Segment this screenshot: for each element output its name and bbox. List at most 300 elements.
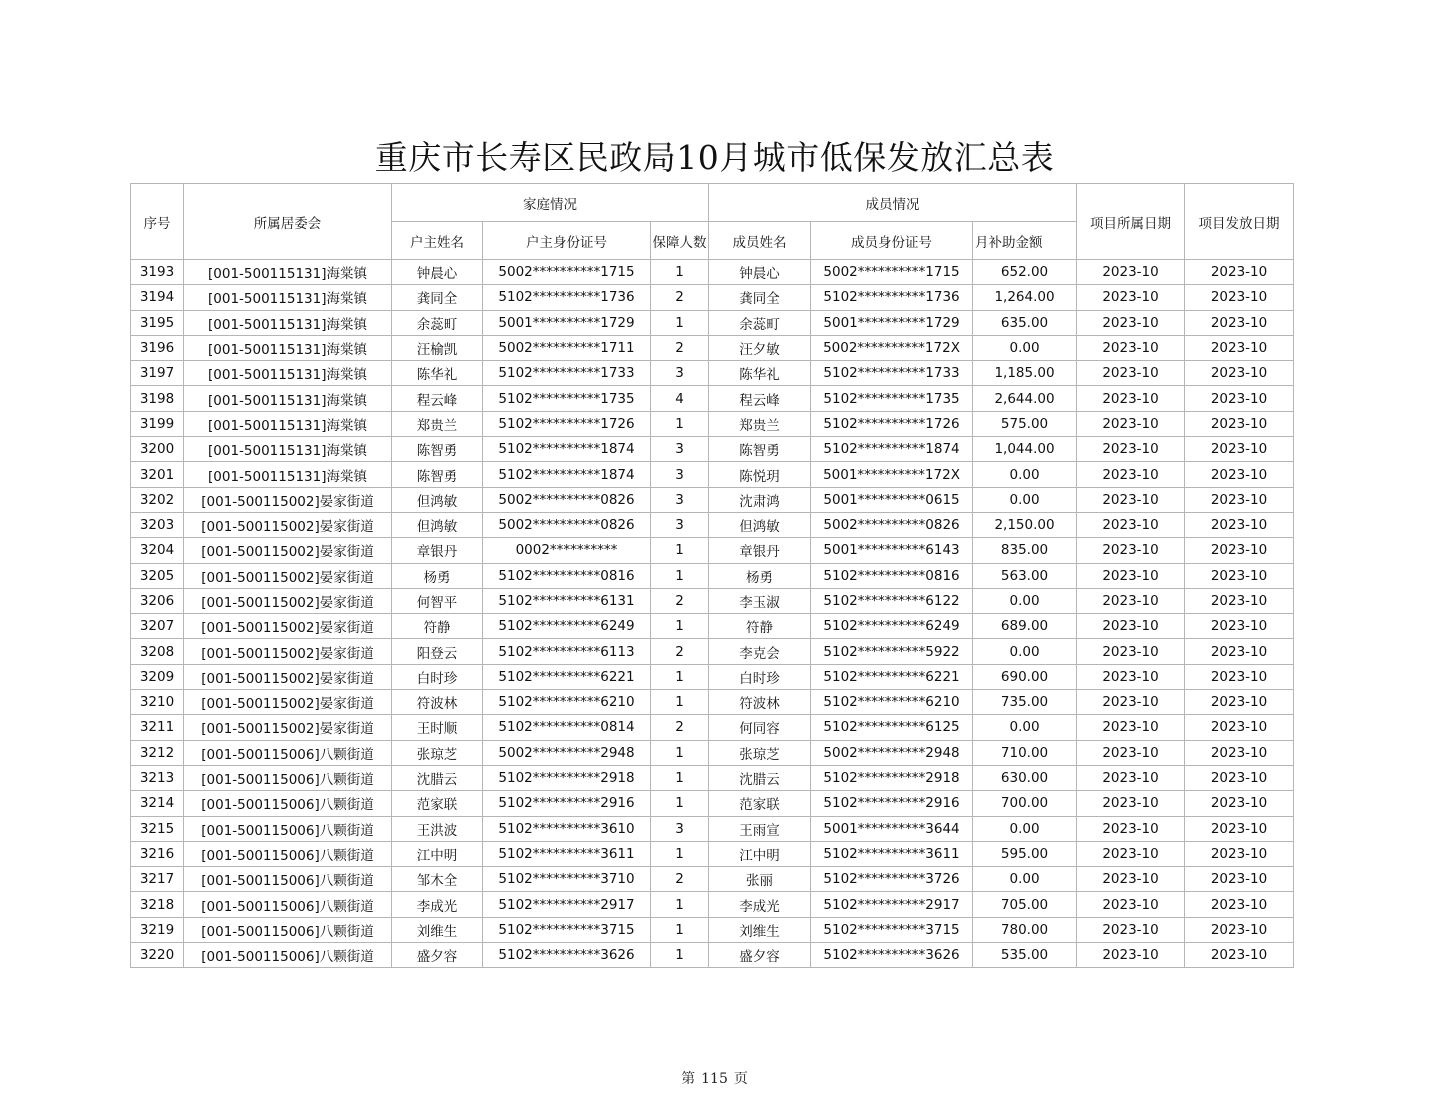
cell-count: 1 [651,260,709,285]
cell-head-id: 5102**********2916 [483,791,651,816]
cell-belong-date: 2023-10 [1077,588,1185,613]
cell-committee: [001-500115131]海棠镇 [184,310,392,335]
cell-committee: [001-500115006]八颗街道 [184,943,392,968]
cell-head-name: 余蕊町 [392,310,483,335]
page-suffix: 页 [733,1071,748,1087]
cell-head-id: 5102**********1736 [483,285,651,310]
cell-belong-date: 2023-10 [1077,538,1185,563]
cell-belong-date: 2023-10 [1077,715,1185,740]
cell-count: 4 [651,386,709,411]
cell-amount: 563.00 [973,563,1077,588]
cell-head-id: 5002**********0826 [483,512,651,537]
cell-belong-date: 2023-10 [1077,943,1185,968]
cell-committee: [001-500115006]八颗街道 [184,841,392,866]
cell-amount: 780.00 [973,917,1077,942]
cell-head-name: 王洪波 [392,816,483,841]
cell-head-name: 王时顺 [392,715,483,740]
cell-seq: 3215 [131,816,184,841]
cell-seq: 3209 [131,664,184,689]
cell-member-id: 5102**********1735 [811,386,973,411]
table-row [131,462,1294,487]
cell-seq: 3198 [131,386,184,411]
cell-member-name: 程云峰 [709,386,811,411]
table-body [131,260,1294,968]
cell-issue-date: 2023-10 [1185,437,1294,462]
cell-amount: 735.00 [973,690,1077,715]
cell-amount: 0.00 [973,487,1077,512]
cell-count: 1 [651,614,709,639]
header-member-name: 成员姓名 [709,222,811,260]
header-head-id: 户主身份证号 [483,222,651,260]
cell-belong-date: 2023-10 [1077,310,1185,335]
cell-belong-date: 2023-10 [1077,563,1185,588]
table-row [131,563,1294,588]
cell-seq: 3210 [131,690,184,715]
cell-amount: 0.00 [973,639,1077,664]
cell-count: 2 [651,639,709,664]
cell-seq: 3219 [131,917,184,942]
cell-committee: [001-500115131]海棠镇 [184,411,392,436]
cell-head-name: 郑贵兰 [392,411,483,436]
cell-issue-date: 2023-10 [1185,538,1294,563]
cell-amount: 2,150.00 [973,512,1077,537]
cell-head-id: 5102**********3710 [483,867,651,892]
header-count: 保障人数 [651,222,709,260]
cell-issue-date: 2023-10 [1185,740,1294,765]
cell-committee: [001-500115002]晏家街道 [184,614,392,639]
cell-member-id: 5002**********172X [811,335,973,360]
cell-head-id: 5102**********6131 [483,588,651,613]
cell-issue-date: 2023-10 [1185,411,1294,436]
cell-issue-date: 2023-10 [1185,487,1294,512]
cell-count: 2 [651,588,709,613]
cell-issue-date: 2023-10 [1185,917,1294,942]
cell-head-id: 5002**********0826 [483,487,651,512]
cell-head-id: 5102**********3626 [483,943,651,968]
table-row [131,791,1294,816]
cell-seq: 3193 [131,260,184,285]
cell-member-name: 郑贵兰 [709,411,811,436]
cell-count: 1 [651,411,709,436]
cell-seq: 3195 [131,310,184,335]
cell-count: 2 [651,867,709,892]
cell-belong-date: 2023-10 [1077,361,1185,386]
cell-head-name: 陈智勇 [392,437,483,462]
table-row [131,664,1294,689]
table-row [131,715,1294,740]
cell-amount: 689.00 [973,614,1077,639]
cell-head-id: 5102**********3611 [483,841,651,866]
cell-count: 3 [651,361,709,386]
table-row [131,943,1294,968]
cell-belong-date: 2023-10 [1077,917,1185,942]
cell-seq: 3211 [131,715,184,740]
cell-belong-date: 2023-10 [1077,512,1185,537]
cell-member-name: 但鸿敏 [709,512,811,537]
cell-head-name: 章银丹 [392,538,483,563]
cell-member-name: 江中明 [709,841,811,866]
cell-issue-date: 2023-10 [1185,867,1294,892]
header-belong-date: 项目所属日期 [1077,184,1185,260]
table-row [131,639,1294,664]
cell-committee: [001-500115006]八颗街道 [184,917,392,942]
cell-committee: [001-500115131]海棠镇 [184,386,392,411]
cell-issue-date: 2023-10 [1185,715,1294,740]
cell-head-name: 符波林 [392,690,483,715]
cell-issue-date: 2023-10 [1185,892,1294,917]
cell-head-name: 李成光 [392,892,483,917]
cell-belong-date: 2023-10 [1077,867,1185,892]
cell-head-name: 杨勇 [392,563,483,588]
cell-member-id: 5001**********0615 [811,487,973,512]
cell-seq: 3213 [131,765,184,790]
cell-amount: 535.00 [973,943,1077,968]
cell-member-id: 5102**********1874 [811,437,973,462]
cell-member-id: 5001**********1729 [811,310,973,335]
cell-committee: [001-500115006]八颗街道 [184,765,392,790]
cell-issue-date: 2023-10 [1185,563,1294,588]
cell-count: 3 [651,437,709,462]
cell-member-id: 5102**********1726 [811,411,973,436]
cell-head-id: 5102**********6249 [483,614,651,639]
cell-member-id: 5102**********2916 [811,791,973,816]
table-row [131,816,1294,841]
cell-issue-date: 2023-10 [1185,260,1294,285]
table-row [131,512,1294,537]
cell-seq: 3204 [131,538,184,563]
cell-seq: 3206 [131,588,184,613]
cell-member-id: 5102**********2917 [811,892,973,917]
cell-issue-date: 2023-10 [1185,816,1294,841]
cell-member-id: 5102**********3626 [811,943,973,968]
cell-head-name: 江中明 [392,841,483,866]
cell-head-name: 沈腊云 [392,765,483,790]
cell-committee: [001-500115131]海棠镇 [184,335,392,360]
cell-member-id: 5001**********3644 [811,816,973,841]
cell-head-id: 5002**********1715 [483,260,651,285]
cell-committee: [001-500115131]海棠镇 [184,462,392,487]
cell-count: 1 [651,841,709,866]
table-row [131,411,1294,436]
cell-seq: 3196 [131,335,184,360]
cell-member-name: 陈华礼 [709,361,811,386]
cell-count: 1 [651,563,709,588]
cell-member-name: 李玉淑 [709,588,811,613]
cell-seq: 3212 [131,740,184,765]
cell-head-id: 5102**********1733 [483,361,651,386]
cell-head-name: 阳登云 [392,639,483,664]
cell-belong-date: 2023-10 [1077,411,1185,436]
table-row [131,285,1294,310]
cell-committee: [001-500115131]海棠镇 [184,361,392,386]
cell-member-name: 章银丹 [709,538,811,563]
cell-head-name: 汪榆凯 [392,335,483,360]
cell-head-name: 龚同全 [392,285,483,310]
cell-amount: 0.00 [973,335,1077,360]
cell-member-name: 陈智勇 [709,437,811,462]
cell-belong-date: 2023-10 [1077,791,1185,816]
cell-committee: [001-500115131]海棠镇 [184,437,392,462]
cell-member-name: 刘维生 [709,917,811,942]
cell-member-id: 5102**********1736 [811,285,973,310]
table-row [131,841,1294,866]
cell-head-name: 钟晨心 [392,260,483,285]
cell-seq: 3216 [131,841,184,866]
cell-amount: 630.00 [973,765,1077,790]
cell-member-name: 杨勇 [709,563,811,588]
cell-amount: 1,185.00 [973,361,1077,386]
cell-count: 3 [651,487,709,512]
cell-amount: 1,044.00 [973,437,1077,462]
cell-head-id: 5102**********0814 [483,715,651,740]
header-member-id: 成员身份证号 [811,222,973,260]
cell-amount: 705.00 [973,892,1077,917]
cell-belong-date: 2023-10 [1077,487,1185,512]
table-row [131,437,1294,462]
cell-committee: [001-500115002]晏家街道 [184,512,392,537]
cell-committee: [001-500115006]八颗街道 [184,791,392,816]
header-member-group: 成员情况 [709,184,1077,222]
table-row [131,917,1294,942]
cell-seq: 3220 [131,943,184,968]
table-row [131,765,1294,790]
cell-head-name: 但鸿敏 [392,512,483,537]
cell-head-id: 0002********** [483,538,651,563]
cell-count: 1 [651,740,709,765]
cell-belong-date: 2023-10 [1077,437,1185,462]
table-row [131,386,1294,411]
cell-belong-date: 2023-10 [1077,664,1185,689]
cell-committee: [001-500115006]八颗街道 [184,892,392,917]
cell-member-id: 5102**********6221 [811,664,973,689]
cell-seq: 3200 [131,437,184,462]
cell-head-name: 邹木全 [392,867,483,892]
table-row [131,740,1294,765]
cell-seq: 3218 [131,892,184,917]
cell-member-name: 盛夕容 [709,943,811,968]
table-row [131,310,1294,335]
cell-seq: 3197 [131,361,184,386]
cell-member-id: 5102**********6125 [811,715,973,740]
cell-issue-date: 2023-10 [1185,310,1294,335]
cell-head-name: 何智平 [392,588,483,613]
cell-count: 3 [651,512,709,537]
cell-head-name: 但鸿敏 [392,487,483,512]
cell-committee: [001-500115002]晏家街道 [184,715,392,740]
cell-count: 1 [651,765,709,790]
page-prefix: 第 [681,1071,696,1087]
cell-count: 1 [651,917,709,942]
cell-head-id: 5102**********1874 [483,462,651,487]
cell-issue-date: 2023-10 [1185,588,1294,613]
table-row [131,260,1294,285]
cell-member-name: 李成光 [709,892,811,917]
cell-committee: [001-500115002]晏家街道 [184,639,392,664]
cell-member-id: 5102**********1733 [811,361,973,386]
cell-issue-date: 2023-10 [1185,664,1294,689]
cell-member-id: 5102**********6122 [811,588,973,613]
cell-member-id: 5002**********1715 [811,260,973,285]
cell-committee: [001-500115002]晏家街道 [184,664,392,689]
cell-count: 1 [651,538,709,563]
cell-seq: 3214 [131,791,184,816]
cell-head-name: 盛夕容 [392,943,483,968]
cell-belong-date: 2023-10 [1077,841,1185,866]
cell-amount: 635.00 [973,310,1077,335]
table-row [131,690,1294,715]
table-row [131,487,1294,512]
cell-amount: 835.00 [973,538,1077,563]
cell-member-name: 何同容 [709,715,811,740]
page-title: 重庆市长寿区民政局10月城市低保发放汇总表 [374,138,1055,177]
cell-member-name: 张琼芝 [709,740,811,765]
cell-issue-date: 2023-10 [1185,335,1294,360]
cell-belong-date: 2023-10 [1077,462,1185,487]
cell-count: 1 [651,690,709,715]
cell-issue-date: 2023-10 [1185,639,1294,664]
cell-member-name: 汪夕敏 [709,335,811,360]
cell-belong-date: 2023-10 [1077,892,1185,917]
cell-head-id: 5102**********3715 [483,917,651,942]
cell-issue-date: 2023-10 [1185,512,1294,537]
cell-member-name: 符波林 [709,690,811,715]
cell-committee: [001-500115131]海棠镇 [184,285,392,310]
cell-member-id: 5102**********3726 [811,867,973,892]
cell-amount: 690.00 [973,664,1077,689]
cell-committee: [001-500115002]晏家街道 [184,487,392,512]
cell-head-id: 5102**********0816 [483,563,651,588]
cell-belong-date: 2023-10 [1077,285,1185,310]
cell-seq: 3208 [131,639,184,664]
cell-count: 1 [651,664,709,689]
cell-seq: 3202 [131,487,184,512]
cell-head-id: 5102**********2917 [483,892,651,917]
cell-amount: 710.00 [973,740,1077,765]
cell-head-name: 陈智勇 [392,462,483,487]
header-seq: 序号 [131,184,184,260]
cell-head-name: 范家联 [392,791,483,816]
cell-issue-date: 2023-10 [1185,943,1294,968]
header-committee: 所属居委会 [184,184,392,260]
cell-issue-date: 2023-10 [1185,386,1294,411]
cell-count: 2 [651,285,709,310]
cell-amount: 652.00 [973,260,1077,285]
cell-count: 3 [651,816,709,841]
cell-head-id: 5001**********1729 [483,310,651,335]
cell-committee: [001-500115006]八颗街道 [184,867,392,892]
page-number [0,1068,1429,1088]
cell-head-id: 5102**********6210 [483,690,651,715]
cell-member-name: 龚同全 [709,285,811,310]
cell-member-name: 陈悦玥 [709,462,811,487]
cell-head-id: 5002**********1711 [483,335,651,360]
cell-seq: 3199 [131,411,184,436]
cell-belong-date: 2023-10 [1077,335,1185,360]
cell-amount: 0.00 [973,588,1077,613]
cell-committee: [001-500115002]晏家街道 [184,563,392,588]
cell-seq: 3194 [131,285,184,310]
table-row [131,538,1294,563]
cell-committee: [001-500115002]晏家街道 [184,588,392,613]
cell-amount: 0.00 [973,715,1077,740]
cell-belong-date: 2023-10 [1077,765,1185,790]
cell-amount: 595.00 [973,841,1077,866]
cell-head-name: 张琼芝 [392,740,483,765]
cell-amount: 0.00 [973,462,1077,487]
cell-member-id: 5001**********172X [811,462,973,487]
cell-member-name: 范家联 [709,791,811,816]
cell-belong-date: 2023-10 [1077,690,1185,715]
cell-count: 2 [651,335,709,360]
cell-amount: 575.00 [973,411,1077,436]
cell-head-id: 5102**********1874 [483,437,651,462]
cell-seq: 3217 [131,867,184,892]
cell-belong-date: 2023-10 [1077,816,1185,841]
header-head-name: 户主姓名 [392,222,483,260]
cell-committee: [001-500115006]八颗街道 [184,740,392,765]
cell-member-id: 5102**********2918 [811,765,973,790]
cell-member-id: 5102**********6210 [811,690,973,715]
cell-head-name: 陈华礼 [392,361,483,386]
cell-belong-date: 2023-10 [1077,260,1185,285]
table-row [131,335,1294,360]
cell-belong-date: 2023-10 [1077,614,1185,639]
cell-count: 1 [651,892,709,917]
cell-member-name: 张丽 [709,867,811,892]
cell-head-name: 符静 [392,614,483,639]
page-number-value: 115 [701,1071,728,1087]
table-row [131,892,1294,917]
cell-head-id: 5102**********3610 [483,816,651,841]
table-row [131,361,1294,386]
cell-member-id: 5102**********3715 [811,917,973,942]
cell-member-name: 白时珍 [709,664,811,689]
cell-issue-date: 2023-10 [1185,791,1294,816]
cell-count: 1 [651,310,709,335]
cell-issue-date: 2023-10 [1185,690,1294,715]
cell-amount: 1,264.00 [973,285,1077,310]
cell-issue-date: 2023-10 [1185,285,1294,310]
cell-head-id: 5102**********1735 [483,386,651,411]
cell-member-name: 沈腊云 [709,765,811,790]
header-issue-date: 项目发放日期 [1185,184,1294,260]
cell-committee: [001-500115006]八颗街道 [184,816,392,841]
cell-count: 1 [651,791,709,816]
cell-member-id: 5002**********2948 [811,740,973,765]
cell-belong-date: 2023-10 [1077,740,1185,765]
cell-issue-date: 2023-10 [1185,841,1294,866]
cell-member-id: 5002**********0826 [811,512,973,537]
table-row [131,867,1294,892]
table-row [131,614,1294,639]
cell-amount: 700.00 [973,791,1077,816]
cell-member-id: 5102**********3611 [811,841,973,866]
cell-member-name: 钟晨心 [709,260,811,285]
table-row [131,588,1294,613]
cell-amount: 0.00 [973,867,1077,892]
cell-committee: [001-500115002]晏家街道 [184,690,392,715]
cell-belong-date: 2023-10 [1077,639,1185,664]
cell-member-id: 5102**********5922 [811,639,973,664]
header-amount: 月补助金额 [973,222,1077,260]
cell-head-name: 刘维生 [392,917,483,942]
cell-count: 2 [651,715,709,740]
cell-member-name: 李克会 [709,639,811,664]
header-family-group: 家庭情况 [392,184,709,222]
cell-member-id: 5102**********0816 [811,563,973,588]
cell-seq: 3203 [131,512,184,537]
cell-count: 1 [651,943,709,968]
